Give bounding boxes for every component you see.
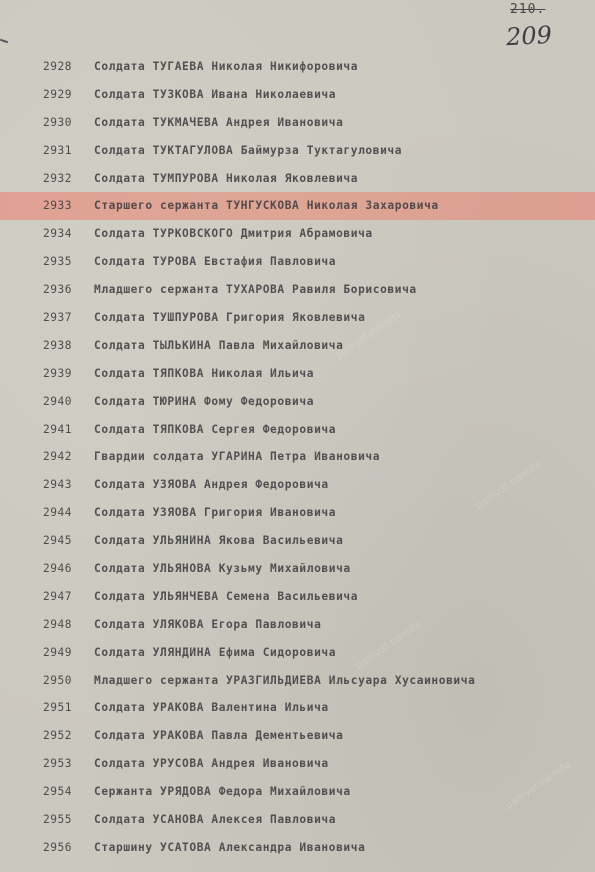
list-item xyxy=(0,360,595,388)
entry-text: Солдата УЛЬЯНОВА Кузьму Михайловича xyxy=(94,562,351,576)
list-item xyxy=(0,81,595,109)
entry-text: Младшего сержанта ТУХАРОВА Равиля Борисовича xyxy=(94,283,417,297)
entry-number: 2948 xyxy=(43,617,72,631)
entry-text: Солдата ТУГАЕВА Николая Никифоровича xyxy=(94,60,359,73)
entry-number: 2952 xyxy=(43,729,72,743)
list-item xyxy=(0,611,595,639)
entry-text: Солдата ТЯПКОВА Николая Ильича xyxy=(94,366,315,380)
list-item xyxy=(0,499,595,527)
entry-text: Солдата ТУМПУРОВА Николая Яковлевича xyxy=(94,171,359,185)
old-page-number: 210. xyxy=(510,2,546,17)
entry-text: Солдата ТЯПКОВА Сергея Федоровича xyxy=(94,422,337,436)
entry-text: Солдата ТУКТАГУЛОВА Баймурза Туктагуловича xyxy=(94,143,403,157)
entry-number: 2943 xyxy=(43,478,72,492)
entry-text: Солдата УЛЯНДИНА Ефима Сидоровича xyxy=(94,645,337,659)
entry-text: Солдата УЛЬЯНЧЕВА Семена Васильевича xyxy=(94,589,359,603)
list-item xyxy=(0,667,595,695)
entry-number: 2939 xyxy=(43,366,72,380)
list-item xyxy=(0,443,595,471)
entry-text: Солдата ТЮРИНА Фому Федоровича xyxy=(94,394,315,408)
watermark: pamyat-naroda xyxy=(333,308,403,363)
list-item xyxy=(0,806,595,834)
list-item xyxy=(0,137,595,165)
entry-number: 2935 xyxy=(43,255,72,269)
entry-text: Гвардии солдата УГАРИНА Петра Ивановича xyxy=(94,450,381,464)
entry-text: Солдата ТЫЛЬКИНА Павла Михайловича xyxy=(94,338,344,352)
entry-number: 2934 xyxy=(43,227,72,241)
entry-number: 2931 xyxy=(43,143,72,157)
list-item xyxy=(0,416,595,444)
list-item xyxy=(0,304,595,332)
entry-text: Солдата УЛЯКОВА Егора Павловича xyxy=(94,617,322,631)
entry-number: 2953 xyxy=(43,757,72,771)
entry-text: Солдата ТУРКОВСКОГО Дмитрия Абрамовича xyxy=(94,227,373,241)
entry-text: Солдата ТУРОВА Евстафия Павловича xyxy=(94,255,337,269)
entry-number: 2932 xyxy=(43,171,72,185)
list-item xyxy=(0,388,595,416)
list-item xyxy=(0,555,595,583)
entry-text: Солдата УЗЯОВА Григория Ивановича xyxy=(94,506,337,520)
list-item xyxy=(0,109,595,137)
entry-number: 2929 xyxy=(43,87,72,101)
entry-number: 2950 xyxy=(43,673,72,687)
list-item xyxy=(0,583,595,611)
list-item xyxy=(0,248,595,276)
award-list xyxy=(0,53,595,862)
list-item-highlighted xyxy=(0,192,595,220)
list-item xyxy=(0,53,595,81)
watermark: pamyat-naroda xyxy=(473,458,543,513)
entry-number: 2945 xyxy=(43,534,72,548)
entry-text: Старшину УСАТОВА Александра Ивановича xyxy=(94,840,366,854)
list-item xyxy=(0,694,595,722)
entry-number: 2947 xyxy=(43,589,72,603)
list-item xyxy=(0,276,595,304)
entry-number: 2946 xyxy=(43,562,72,576)
entry-number: 2928 xyxy=(43,60,72,73)
entry-number: 2933 xyxy=(43,199,72,213)
list-item xyxy=(0,165,595,193)
entry-number: 2955 xyxy=(43,813,72,827)
entry-text: Солдата УРАКОВА Павла Дементьевича xyxy=(94,729,344,743)
entry-number: 2938 xyxy=(43,338,72,352)
margin-mark xyxy=(0,39,8,44)
list-item xyxy=(0,722,595,750)
entry-text: Солдата УРУСОВА Андрея Ивановича xyxy=(94,757,329,771)
entry-number: 2941 xyxy=(43,422,72,436)
entry-number: 2949 xyxy=(43,645,72,659)
entry-text: Солдата УСАНОВА Алексея Павловича xyxy=(94,813,337,827)
entry-text: Солдата УЛЬЯНИНА Якова Васильевича xyxy=(94,534,344,548)
list-item xyxy=(0,332,595,360)
entry-text: Младшего сержанта УРАЗГИЛЬДИЕВА Ильсуара Хусаиновича xyxy=(94,673,476,687)
entry-number: 2930 xyxy=(43,115,72,129)
watermark: pamyat-naroda xyxy=(503,758,573,813)
entry-text: Солдата УРАКОВА Валентина Ильича xyxy=(94,701,329,715)
entry-text: Сержанта УРЯДОВА Федора Михайловича xyxy=(94,785,351,799)
list-item xyxy=(0,527,595,555)
list-item xyxy=(0,471,595,499)
list-item xyxy=(0,220,595,248)
entry-text: Солдата УЗЯОВА Андрея Федоровича xyxy=(94,478,329,492)
entry-text: Солдата ТУШПУРОВА Григория Яковлевича xyxy=(94,311,366,325)
watermark: pamyat-naroda xyxy=(353,618,423,673)
list-item xyxy=(0,834,595,862)
list-item xyxy=(0,778,595,806)
entry-text: Солдата ТУЗКОВА Ивана Николаевича xyxy=(94,87,337,101)
entry-number: 2937 xyxy=(43,311,72,325)
entry-text: Старшего сержанта ТУНГУСКОВА Николая Захаровича xyxy=(94,199,439,213)
entry-number: 2942 xyxy=(43,450,72,464)
entry-number: 2936 xyxy=(43,283,72,297)
entry-text: Солдата ТУКМАЧЕВА Андрея Ивановича xyxy=(94,115,344,129)
entry-number: 2951 xyxy=(43,701,72,715)
entry-number: 2944 xyxy=(43,506,72,520)
entry-number: 2956 xyxy=(43,840,72,854)
list-item xyxy=(0,750,595,778)
list-item xyxy=(0,639,595,667)
page-number: 209 xyxy=(505,20,553,52)
entry-number: 2940 xyxy=(43,394,72,408)
entry-number: 2954 xyxy=(43,785,72,799)
